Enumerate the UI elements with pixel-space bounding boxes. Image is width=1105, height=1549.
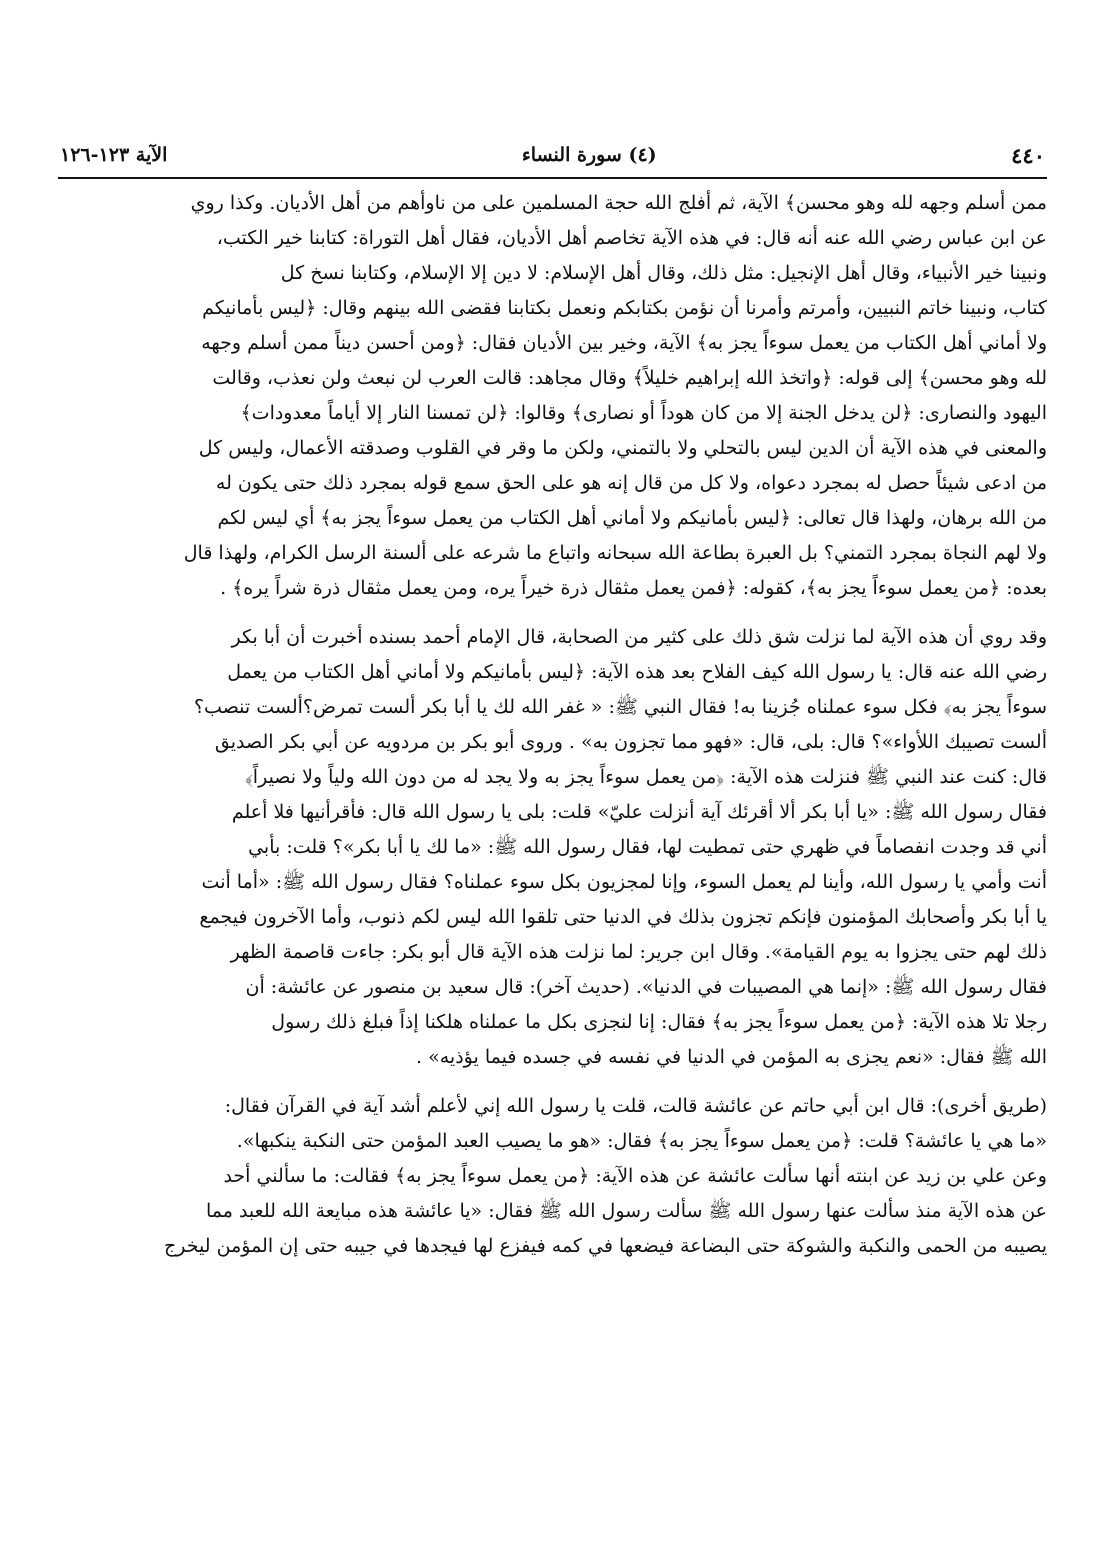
text-line: رضي الله عنه قال: يا رسول الله كيف الفلاح بعد هذه الآية: ﴿ليس بأمانيكم ولا أماني أهل الكتاب من يعمل bbox=[227, 661, 1047, 683]
text-line: فقال رسول الله ﷺ: «إنما هي المصيبات في الدنيا». (حديث آخر): قال سعيد بن منصور عن عائشة: أن bbox=[245, 976, 1047, 998]
text-line: لله وهو محسن﴾ إلى قوله: ﴿واتخذ الله إبراهيم خليلاً﴾ وقال مجاهد: قالت العرب لن نبعث ولن نعذب، وقالت bbox=[212, 367, 1047, 389]
text-line: سوءاً يجز به﴾ فكل سوء عملناه جُزينا به! فقال النبي ﷺ: « غفر الله لك يا أبا بكر ألست تمرض؟ألست تنصب؟ bbox=[193, 696, 1047, 718]
text-line: عن ابن عباس رضي الله عنه أنه قال: في هذه الآية تخاصم أهل الأديان، فقال أهل التوراة: كتابنا خير الكتب، bbox=[216, 227, 1047, 249]
paragraph-2 bbox=[58, 620, 1047, 1075]
text-line: ألست تصيبك اللأواء»؟ قال: بلى، قال: «فهو مما تجزون به» . وروى أبو بكر بن مردويه عن أبي بكر الصديق bbox=[214, 731, 1047, 753]
text-line: من الله برهان، ولهذا قال تعالى: ﴿ليس بأمانيكم ولا أماني أهل الكتاب من يعمل سوءاً يجز به﴾ أي ليس لكم bbox=[217, 507, 1047, 529]
text-line: كتاب، ونبينا خاتم النبيين، وأمرتم وأمرنا أن نؤمن بكتابكم ونعمل بكتابنا فقضى الله بينهم وقال: ﴿ليس بأمانيكم bbox=[202, 297, 1047, 319]
verse-range: الآية ١٢٣-١٢٦ bbox=[60, 144, 168, 166]
header-rule bbox=[58, 177, 1047, 179]
text-line: ونبينا خير الأنبياء، وقال أهل الإنجيل: مثل ذلك، وقال أهل الإسلام: لا دين إلا الإسلام، وكتابنا نسخ كل bbox=[280, 262, 1047, 284]
text-line: فقال رسول الله ﷺ: «يا أبا بكر ألا أقرئك آية أنزلت عليّ» قلت: بلى يا رسول الله قال: فأقرأنيها فلا أعلم bbox=[231, 801, 1047, 823]
page-header bbox=[60, 140, 1045, 170]
text-line: وقد روي أن هذه الآية لما نزلت شق ذلك على كثير من الصحابة، قال الإمام أحمد بسنده أخبرت أن أبا بكر bbox=[231, 626, 1047, 648]
surah-title: (٤) سورة النساء bbox=[521, 144, 657, 166]
text-line: الله ﷺ فقال: «نعم يجزى به المؤمن في الدنيا في نفسه في جسده فيما يؤذيه» . bbox=[416, 1046, 1047, 1068]
text-line: قال: كنت عند النبي ﷺ فنزلت هذه الآية: ﴿من يعمل سوءاً يجز به ولا يجد له من دون الله ولياً ولا نصيراً﴾ bbox=[245, 766, 1047, 788]
text-line: أنت وأمي يا رسول الله، وأينا لم يعمل السوء، وإنا لمجزيون بكل سوء عملناه؟ فقال رسول الله ﷺ: «أما أنت bbox=[201, 871, 1047, 893]
text-line: ولا أماني أهل الكتاب من يعمل سوءاً يجز به﴾ الآية، وخير بين الأديان فقال: ﴿ومن أحسن ديناً ممن أسلم وجهه bbox=[201, 332, 1047, 354]
page-body bbox=[58, 186, 1047, 1278]
text-line: عن هذه الآية منذ سألت عنها رسول الله ﷺ سألت رسول الله ﷺ فقال: «يا عائشة هذه مبايعة الله للعبد مما bbox=[205, 1200, 1047, 1222]
text-line: «ما هي يا عائشة؟ قلت: ﴿من يعمل سوءاً يجز به﴾ فقال: «هو ما يصيب العبد المؤمن حتى النكبة ينكبها». bbox=[236, 1130, 1047, 1152]
page-number: ٤٤٠ bbox=[1011, 142, 1045, 168]
text-line: وعن علي بن زيد عن ابنته أنها سألت عائشة عن هذه الآية: ﴿من يعمل سوءاً يجز به﴾ فقالت: ما سألني أحد bbox=[223, 1165, 1047, 1187]
text-line: ذلك لهم حتى يجزوا به يوم القيامة». وقال ابن جرير: لما نزلت هذه الآية قال أبو بكر: جاءت قاصمة الظهر bbox=[230, 941, 1047, 963]
text-line: أني قد وجدت انفصاماً في ظهري حتى تمطيت لها، فقال رسول الله ﷺ: «ما لك يا أبا بكر»؟ قلت: بأبي bbox=[248, 836, 1047, 858]
text-line: ممن أسلم وجهه لله وهو محسن﴾ الآية، ثم أفلج الله حجة المسلمين على من ناوأهم من أهل الأديان. وكذا روي bbox=[190, 192, 1047, 214]
text-line: اليهود والنصارى: ﴿لن يدخل الجنة إلا من كان هوداً أو نصارى﴾ وقالوا: ﴿لن تمسنا النار إلا أياماً معدودات﴾ bbox=[240, 402, 1047, 424]
text-line: بعده: ﴿من يعمل سوءاً يجز به﴾، كقوله: ﴿فمن يعمل مثقال ذرة خيراً يره، ومن يعمل مثقال ذرة شراً يره﴾ . bbox=[220, 577, 1047, 599]
paragraph-1 bbox=[58, 186, 1047, 606]
text-line: يا أبا بكر وأصحابك المؤمنون فإنكم تجزون بذلك في الدنيا حتى تلقوا الله ليس لكم ذنوب، وأما الآخرون فيجمع bbox=[199, 906, 1047, 928]
text-line: رجلا تلا هذه الآية: ﴿من يعمل سوءاً يجز به﴾ فقال: إنا لنجزى بكل ما عملناه هلكنا إذاً فبلغ ذلك رسول bbox=[271, 1011, 1047, 1033]
text-line: من ادعى شيئاً حصل له بمجرد دعواه، ولا كل من قال إنه هو على الحق سمع قوله بمجرد ذلك حتى يكون له bbox=[215, 472, 1047, 494]
text-line: (طريق أخرى): قال ابن أبي حاتم عن عائشة قالت، قلت يا رسول الله إني لأعلم أشد آية في القرآن فقال: bbox=[224, 1095, 1047, 1117]
text-line: يصيبه من الحمى والنكبة والشوكة حتى البضاعة فيضعها في كمه فيفزع لها فيجدها في جيبه حتى إن المؤمن ليخرج bbox=[164, 1235, 1047, 1257]
text-line: ولا لهم النجاة بمجرد التمني؟ بل العبرة بطاعة الله سبحانه واتباع ما شرعه على ألسنة الرسل الكرام، ولهذا قال bbox=[183, 542, 1047, 564]
text-line: والمعنى في هذه الآية أن الدين ليس بالتحلي ولا بالتمني، ولكن ما وقر في القلوب وصدقته الأعمال، وليس كل bbox=[198, 437, 1047, 459]
paragraph-3 bbox=[58, 1089, 1047, 1264]
